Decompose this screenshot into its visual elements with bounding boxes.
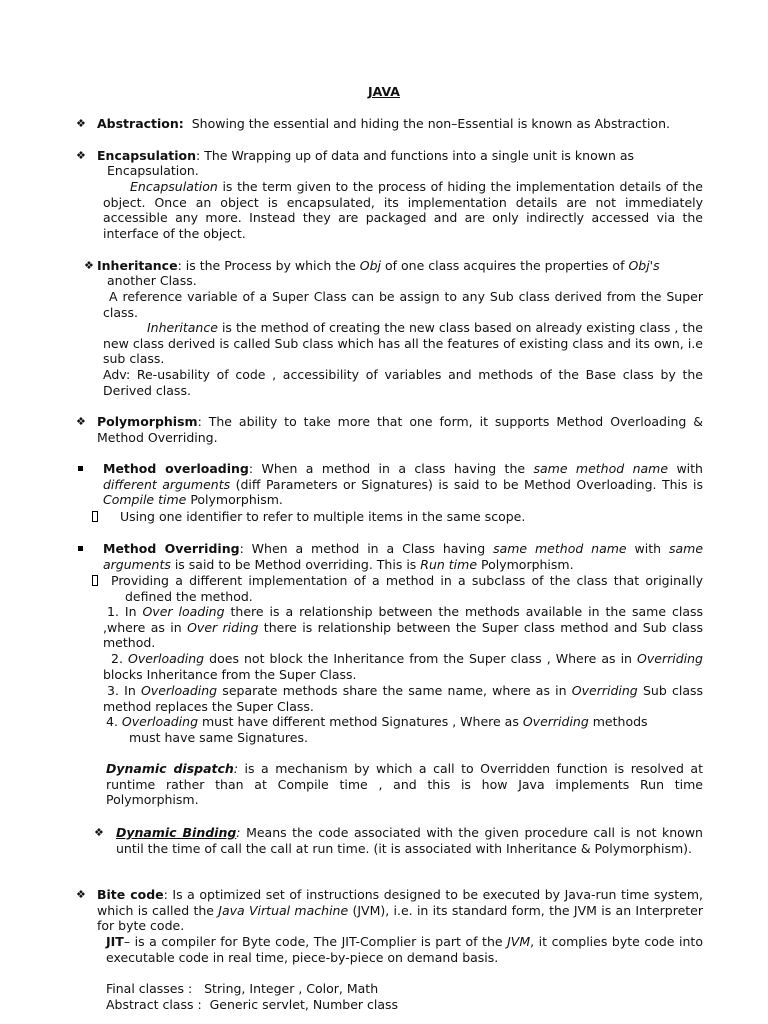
point-2-italic-2: Overriding <box>637 651 703 666</box>
box-bullet-icon <box>92 511 98 522</box>
abstraction-text: Showing the essential and hiding the non–Essential is known as Abstraction. <box>191 116 670 131</box>
bytecode-paragraph <box>97 887 703 934</box>
encapsulation-body: is the term given to the process of hiding the implementation details of the object. Once an object is encapsulated, its implementation details are not immediately accessible any more. Instead they are packaged and are only indirectly accessed via the interface of the object. <box>103 179 703 241</box>
diamond-bullet-icon: ❖ <box>76 117 86 130</box>
polymorphism-text: : The ability to take more that one form, it supports Method Overloading & Method Overriding. <box>97 414 703 445</box>
inheritance-text-2: of one class acquires the properties of <box>381 258 629 273</box>
inheritance-body: is the method of creating the new class based on already existing class , the new class derived is called Sub class which has all the features of existing class and its own, i.e sub class. <box>103 320 703 367</box>
overloading-sub-point: Using one identifier to refer to multiple items in the same scope. <box>120 509 526 524</box>
overloading-italic-1: same method name <box>533 461 669 476</box>
point-4-text-2: methods <box>588 714 648 729</box>
binding-term: Dynamic Binding <box>116 825 237 840</box>
point-3-text-1: separate methods share the same name, where as in <box>217 683 572 698</box>
overriding-italic-3: Run time <box>420 556 478 572</box>
diamond-bullet-icon: ❖ <box>76 149 86 162</box>
final-classes-line <box>106 981 703 997</box>
inheritance-reference-paragraph: A reference variable of a Super Class can be assign to any Sub class derived from the Super class. <box>103 289 703 320</box>
overriding-text-3: is said to be Method overriding. This is <box>170 556 421 572</box>
inheritance-text-1: : is the Process by which the <box>177 258 360 273</box>
dispatch-paragraph <box>106 761 703 808</box>
bytecode-text-1: : Is a optimized set of instructions designed to be executed by Java-run time system, which is called the <box>97 887 703 918</box>
inheritance-continuation: another Class. <box>107 273 197 288</box>
binding-colon: : <box>236 825 241 840</box>
point-4-italic-2: Overriding <box>522 714 589 729</box>
overriding-italic-1: same method name <box>493 541 627 556</box>
square-bullet-icon <box>78 466 83 471</box>
bytecode-term: Bite code <box>97 887 164 902</box>
overriding-paragraph <box>103 541 703 572</box>
binding-paragraph <box>116 825 703 856</box>
point-4-number: 4. <box>106 714 122 729</box>
abstract-class-label: Abstract class : <box>106 997 202 1012</box>
point-4-italic-1: Overloading <box>121 714 199 729</box>
box-bullet-icon <box>92 575 98 586</box>
overriding-text-1: : When a method in a Class having <box>239 541 494 556</box>
point-3-italic-1: Overloading <box>140 683 218 698</box>
point-2-text-2: blocks Inheritance from the Super Class. <box>103 666 357 682</box>
overloading-text-4: Polymorphism. <box>186 492 283 508</box>
bytecode-italic: Java Virtual machine <box>218 902 349 918</box>
overloading-italic-3: Compile time <box>103 492 187 508</box>
overloading-italic-2: different arguments <box>103 476 231 492</box>
square-bullet-icon <box>78 546 83 551</box>
encapsulation-text: : The Wrapping up of data and functions into a single unit is known as <box>196 148 635 163</box>
overloading-text-2: with <box>668 461 703 476</box>
page-title: JAVA <box>368 84 400 99</box>
binding-text: Means the code associated with the given procedure call is not known until the time of call the call at run time. (it is associated with Inheritance & Polymorphism). <box>116 825 703 856</box>
overriding-italic-2: same arguments <box>103 541 704 572</box>
diamond-bullet-icon: ❖ <box>84 259 94 272</box>
encapsulation-heading-line <box>97 148 703 164</box>
dispatch-term: Dynamic dispatch <box>106 761 234 776</box>
point-2-number: 2. <box>111 651 128 666</box>
overloading-paragraph <box>103 461 703 508</box>
overloading-text-3: (diff Parameters or Signatures) is said to be Method Overloading. This is <box>230 476 703 492</box>
dispatch-colon: : <box>233 761 239 776</box>
overriding-point-3 <box>103 683 703 714</box>
point-2-italic-1: Overloading <box>127 651 205 666</box>
inheritance-advantage: Adv: Re-usability of code , accessibility of variables and methods of the Base class by the Derived class. <box>103 367 703 398</box>
encapsulation-italic-term: Encapsulation <box>130 179 218 194</box>
polymorphism-term: Polymorphism <box>97 414 198 429</box>
abstract-class-line <box>106 997 703 1013</box>
inheritance-heading-line <box>97 258 703 274</box>
point-3-number: 3. In <box>107 683 141 698</box>
overriding-point-2 <box>103 651 703 682</box>
diamond-bullet-icon: ❖ <box>94 826 104 839</box>
abstract-class-value: Generic servlet, Number class <box>209 997 399 1012</box>
overriding-point-1 <box>103 604 703 651</box>
jit-text-2: , it complies byte code into executable code in real time, piece-by-piece on demand basis. <box>106 934 703 965</box>
abstraction-paragraph <box>97 116 703 132</box>
overriding-sub-point: Providing a different implementation of a method in a subclass of the class that originally defined the method. <box>111 573 703 604</box>
encapsulation-continuation: Encapsulation. <box>107 163 199 178</box>
inheritance-definition-paragraph <box>103 320 703 367</box>
overriding-point-4-continuation: must have same Signatures. <box>129 730 308 745</box>
overriding-term: Method Overriding <box>103 541 240 556</box>
inheritance-term: Inheritance <box>97 258 178 273</box>
overriding-text-2: with <box>626 541 669 556</box>
dispatch-text: is a mechanism by which a call to Overridden function is resolved at runtime rather than at Compile time , and this is how Java implements Run time Polymorphism. <box>106 761 703 808</box>
point-4-text-1: must have different method Signatures , Where as <box>198 714 523 729</box>
diamond-bullet-icon: ❖ <box>76 415 86 428</box>
overriding-text-4: Polymorphism. <box>477 556 574 572</box>
point-2-text-1: does not block the Inheritance from the Super class , Where as in <box>204 651 638 666</box>
point-1-text-1: there is a relationship between the methods available in the same class ,where as in <box>103 604 704 635</box>
diamond-bullet-icon: ❖ <box>76 888 86 901</box>
abstraction-term: Abstraction: <box>97 116 184 131</box>
point-1-italic-1: Over loading <box>142 604 225 619</box>
final-classes-label: Final classes : <box>106 981 193 996</box>
overloading-text-1: : When a method in a class having the <box>248 461 534 476</box>
inheritance-italic-term: Inheritance <box>147 320 218 335</box>
point-1-number: 1. In <box>107 604 143 619</box>
jit-paragraph <box>106 934 703 965</box>
final-classes-value: String, Integer , Color, Math <box>204 981 379 996</box>
point-3-italic-2: Overriding <box>571 683 638 698</box>
point-1-italic-2: Over riding <box>187 619 259 635</box>
point-1-text-2: there is relationship between the Super class method and Sub class method. <box>103 619 703 651</box>
jit-term: JIT <box>106 934 124 949</box>
overriding-point-4 <box>106 714 703 730</box>
jit-italic: JVM <box>507 934 531 949</box>
inheritance-obj: Obj <box>359 258 382 273</box>
overloading-term: Method overloading <box>103 461 249 476</box>
bytecode-text-2: (JVM), i.e. in its standard form, the JVM is an Interpreter for byte code. <box>97 902 703 934</box>
point-3-text-2: Sub class method replaces the Super Class. <box>103 683 703 714</box>
polymorphism-paragraph <box>97 414 703 445</box>
encapsulation-term: Encapsulation <box>97 148 197 163</box>
encapsulation-paragraph <box>103 179 703 241</box>
jit-text-1: – is a compiler for Byte code, The JIT-Complier is part of the <box>123 934 508 949</box>
inheritance-objs: Obj's <box>628 258 660 273</box>
